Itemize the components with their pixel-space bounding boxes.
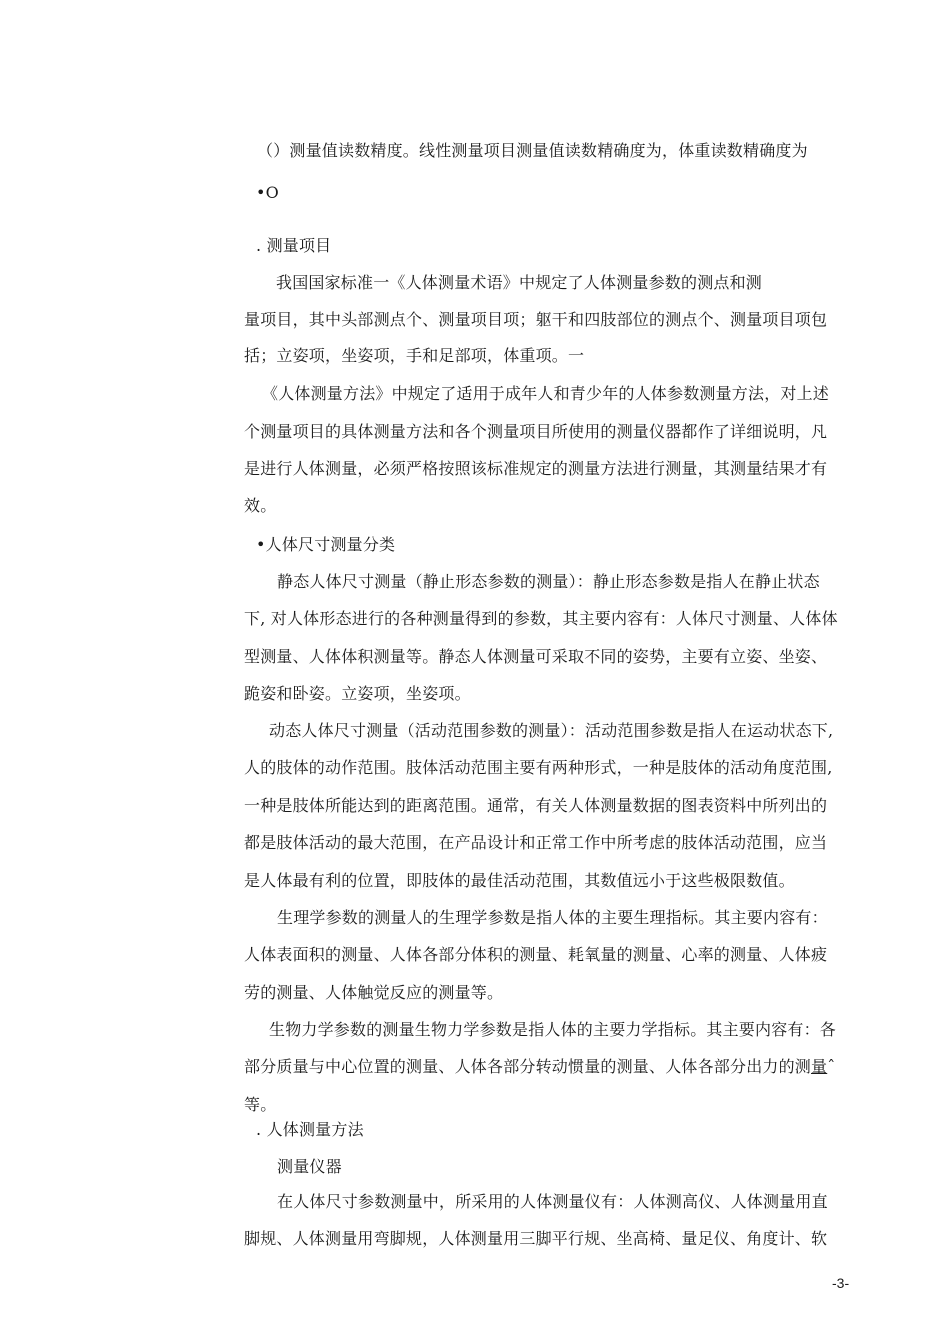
text-line: 是进行人体测量，必须严格按照该标准规定的测量方法进行测量，其测量结果才有 xyxy=(244,459,828,478)
text-line: 在人体尺寸参数测量中，所采用的人体测量仪有：人体测高仪、人体测量用直 xyxy=(277,1192,828,1211)
text-line: 劳的测量、人体触觉反应的测量等。 xyxy=(244,983,504,1002)
text-line: 型测量、人体体积测量等。静态人体测量可采取不同的姿势，主要有立姿、坐姿、 xyxy=(244,647,828,666)
text-line xyxy=(244,1057,835,1077)
text-line: 量项目，其中头部测点个、测量项目项；躯干和四肢部位的测点个、测量项目项包 xyxy=(244,310,828,329)
text-line: •O xyxy=(256,183,279,202)
text-line: 都是肢体活动的最大范围，在产品设计和正常工作中所考虑的肢体活动范围，应当 xyxy=(244,833,828,852)
text-line: 我国国家标准一《人体测量术语》中规定了人体测量参数的测点和测 xyxy=(276,273,763,292)
text-line: 脚规、人体测量用弯脚规，人体测量用三脚平行规、坐高椅、量足仪、角度计、软 xyxy=(244,1229,828,1248)
text-line: 跪姿和卧姿。立姿项，坐姿项。 xyxy=(244,684,471,703)
text-line: 个测量项目的具体测量方法和各个测量项目所使用的测量仪器都作了详细说明，凡 xyxy=(244,422,828,441)
text-line: 生理学参数的测量人的生理学参数是指人体的主要生理指标。其主要内容有： xyxy=(277,908,828,927)
text-line: 效。 xyxy=(244,496,277,515)
text-segment: 部分质量与中心位置的测量、人体各部分转动惯量的测量、人体各部分出力的测 xyxy=(244,1057,812,1076)
underlined-text: 量 xyxy=(811,1057,828,1076)
section-heading: . 人体测量方法 xyxy=(256,1120,364,1139)
page-number: -3- xyxy=(832,1275,850,1291)
text-line: 下, 对人体形态进行的各种测量得到的参数，其主要内容有：人体尺寸测量、人体体 xyxy=(244,609,838,628)
section-heading: •人体尺寸测量分类 xyxy=(256,535,396,554)
caret-mark: ˆ xyxy=(827,1057,836,1076)
text-line: 人的肢体的动作范围。肢体活动范围主要有两种形式，一种是肢体的活动角度范围, xyxy=(244,758,833,777)
text-line: 等。 xyxy=(244,1095,277,1114)
text-line: 静态人体尺寸测量（静止形态参数的测量）：静止形态参数是指人在静止状态 xyxy=(277,572,820,591)
text-line: 动态人体尺寸测量（活动范围参数的测量）：活动范围参数是指人在运动状态下, xyxy=(269,721,834,740)
section-heading: . 测量项目 xyxy=(256,236,332,255)
text-line: 一种是肢体所能达到的距离范围。通常，有关人体测量数据的图表资料中所列出的 xyxy=(244,796,828,815)
text-line: （）测量值读数精度。线性测量项目测量值读数精确度为，体重读数精确度为 xyxy=(257,141,808,160)
text-line: 括；立姿项，坐姿项，手和足部项，体重项。一 xyxy=(244,346,585,365)
text-line: 人体表面积的测量、人体各部分体积的测量、耗氧量的测量、心率的测量、人体疲 xyxy=(244,945,828,964)
subsection-heading: 测量仪器 xyxy=(277,1157,342,1176)
text-line: 《人体测量方法》中规定了适用于成年人和青少年的人体参数测量方法，对上述 xyxy=(262,384,830,403)
text-line: 生物力学参数的测量生物力学参数是指人体的主要力学指标。其主要内容有：各 xyxy=(269,1020,837,1039)
text-line: 是人体最有利的位置，即肢体的最佳活动范围，其数值远小于这些极限数值。 xyxy=(244,871,795,890)
